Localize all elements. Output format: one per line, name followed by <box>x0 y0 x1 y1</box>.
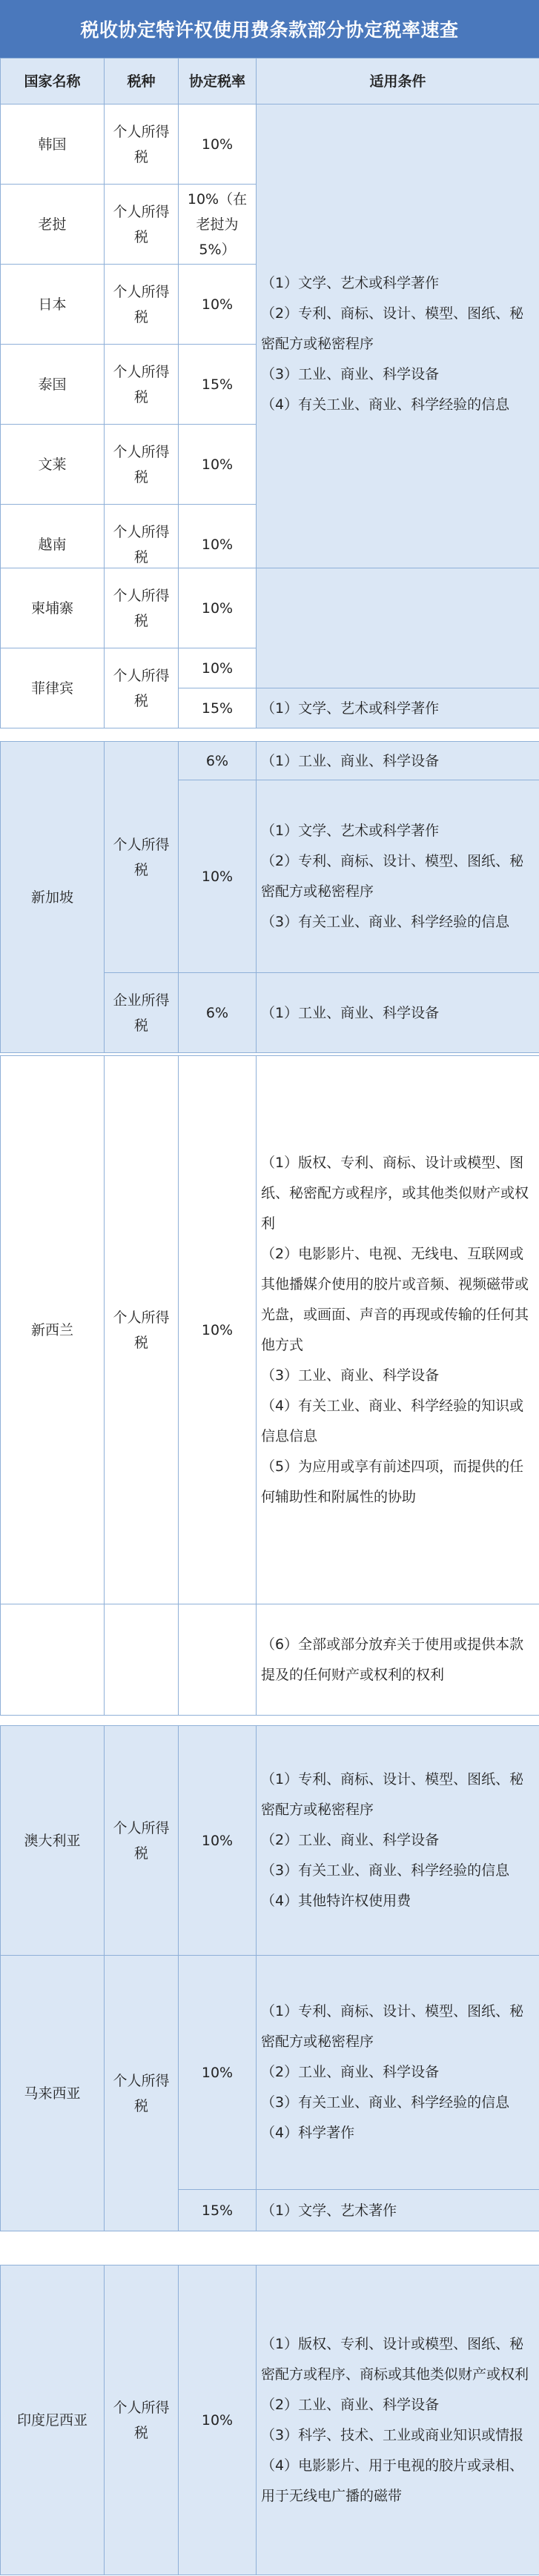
tax-cell: 个人所得税 <box>105 742 179 973</box>
conditions-cell <box>257 1726 539 1956</box>
conditions-cell <box>257 568 539 688</box>
header-tax: 税种 <box>105 59 179 104</box>
conditions-cell: （1）文学、艺术著作 <box>257 2190 539 2231</box>
condition-item: （1）文学、艺术或科学著作 <box>261 275 440 291</box>
condition-item: （4）有关工业、商业、科学经验的信息 <box>261 396 510 413</box>
country-cell: 新西兰 <box>1 1056 105 1604</box>
rate-cell: 10% <box>179 1056 257 1604</box>
condition-item: （5）为应用或享有前述四项，而提供的任何辅助性和附属性的协助 <box>261 1458 524 1505</box>
country-cell: 韩国 <box>1 104 105 185</box>
group-new-zealand <box>0 1055 539 1716</box>
condition-item: （6）全部或部分放弃关于使用或提供本款提及的任何财产或权利的权利 <box>261 1636 524 1683</box>
country-cell: 菲律宾 <box>1 648 105 728</box>
table-row <box>1 568 539 648</box>
condition-item: （4）有关工业、商业、科学经验的知识或信息信息 <box>261 1397 524 1444</box>
rate-cell: 15% <box>179 345 257 425</box>
tax-cell: 个人所得税 <box>105 2265 179 2575</box>
country-cell: 泰国 <box>1 345 105 425</box>
tax-cell: 个人所得税 <box>105 345 179 425</box>
conditions-cell <box>257 1056 539 1604</box>
rate-cell: 10% <box>179 505 257 585</box>
rate-cell: 10% <box>179 568 257 648</box>
tax-cell: 个人所得税 <box>105 265 179 345</box>
rate-cell: 10% <box>179 1956 257 2190</box>
table-row <box>1 1956 539 2190</box>
conditions-cell: （1）工业、商业、科学设备 <box>257 742 539 780</box>
condition-item: （4）其他特许权使用费 <box>261 1893 411 1909</box>
condition-item: （1）版权、专利、商标、设计或模型、图纸、秘密配方或程序，或其他类似财产或权利 <box>261 1154 529 1232</box>
table-row <box>1 742 539 780</box>
condition-item: （4）电影影片、用于电视的胶片或录相、用于无线电广播的磁带 <box>261 2457 524 2504</box>
group-cambodia-philippines <box>0 568 539 728</box>
tax-cell: 个人所得税 <box>105 425 179 505</box>
country-cell: 日本 <box>1 265 105 345</box>
country-cell: 马来西亚 <box>1 1956 105 2231</box>
condition-item: （1）文学、艺术或科学著作 <box>261 822 440 839</box>
conditions-cell <box>257 1604 539 1716</box>
country-cell: 文莱 <box>1 425 105 505</box>
header-rate: 协定税率 <box>179 59 257 104</box>
tax-cell: 个人所得税 <box>105 185 179 265</box>
table-row <box>1 2265 539 2575</box>
country-cell: 老挝 <box>1 185 105 265</box>
condition-item: （1）专利、商标、设计、模型、图纸、秘密配方或秘密程序 <box>261 2003 524 2050</box>
country-cell: 澳大利亚 <box>1 1726 105 1956</box>
conditions-cell <box>257 1956 539 2190</box>
condition-item: （2）工业、商业、科学设备 <box>261 2396 440 2413</box>
tax-cell: 个人所得税 <box>105 648 179 728</box>
table-row <box>1 1604 539 1716</box>
country-cell: 柬埔寨 <box>1 568 105 648</box>
condition-item: （2）工业、商业、科学设备 <box>261 1832 440 1848</box>
tax-cell: 个人所得税 <box>105 505 179 585</box>
rate-cell: 10% <box>179 780 257 973</box>
condition-item: （1）专利、商标、设计、模型、图纸、秘密配方或秘密程序 <box>261 1771 524 1818</box>
conditions-cell: （1）文学、艺术或科学著作 <box>257 688 539 728</box>
group-singapore <box>0 741 539 1053</box>
condition-item: （3）有关工业、商业、科学经验的信息 <box>261 1862 510 1879</box>
rate-cell: 10% <box>179 425 257 505</box>
rate-cell: 10% <box>179 265 257 345</box>
rate-cell: 10% <box>179 104 257 185</box>
tax-cell: 个人所得税 <box>105 568 179 648</box>
table-row <box>1 1726 539 1956</box>
condition-item: （2）电影影片、电视、无线电、互联网或其他播媒介使用的胶片或音频、视频磁带或光盘，或画面、声音的再现或传输的任何其他方式 <box>261 1245 529 1353</box>
table-row <box>1 104 539 185</box>
country-cell: 越南 <box>1 505 105 585</box>
tax-cell: 个人所得税 <box>105 1056 179 1604</box>
condition-item: （1）版权、专利、设计或模型、图纸、秘密配方或程序、商标或其他类似财产或权利 <box>261 2335 529 2383</box>
country-cell: 新加坡 <box>1 742 105 1053</box>
conditions-cell <box>257 780 539 973</box>
conditions-cell: （1）工业、商业、科学设备 <box>257 973 539 1053</box>
table-row <box>1 1056 539 1604</box>
rate-table <box>0 58 539 585</box>
rate-cell: 10% <box>179 648 257 688</box>
rate-cell: 10%（在老挝为5%） <box>179 185 257 265</box>
group-indonesia <box>0 2265 539 2575</box>
group-australia-malaysia <box>0 1725 539 2231</box>
rate-cell: 15% <box>179 2190 257 2231</box>
header-conditions: 适用条件 <box>257 59 539 104</box>
condition-item: （2）工业、商业、科学设备 <box>261 2064 440 2080</box>
condition-item: （4）科学著作 <box>261 2125 355 2141</box>
tax-cell: 个人所得税 <box>105 1726 179 1956</box>
country-cell: 印度尼西亚 <box>1 2265 105 2575</box>
conditions-cell <box>257 104 539 585</box>
rate-cell: 6% <box>179 742 257 780</box>
rate-cell: 15% <box>179 688 257 728</box>
tax-cell: 个人所得税 <box>105 104 179 185</box>
condition-item: （3）工业、商业、科学设备 <box>261 1367 440 1384</box>
condition-item: （3）科学、技术、工业或商业知识或情报 <box>261 2426 524 2443</box>
rate-cell: 6% <box>179 973 257 1053</box>
condition-item: （3）有关工业、商业、科学经验的信息 <box>261 913 510 930</box>
tax-cell: 个人所得税 <box>105 1956 179 2231</box>
condition-item: （2）专利、商标、设计、模型、图纸、秘密配方或秘密程序 <box>261 305 524 352</box>
rate-cell: 10% <box>179 2265 257 2575</box>
group-east-asia <box>0 58 539 585</box>
tax-cell: 企业所得税 <box>105 973 179 1053</box>
page-title: 税收协定特许权使用费条款部分协定税率速查 <box>0 0 539 58</box>
condition-item: （2）专利、商标、设计、模型、图纸、秘密配方或秘密程序 <box>261 852 524 900</box>
condition-item: （3）有关工业、商业、科学经验的信息 <box>261 2094 510 2111</box>
condition-item: （3）工业、商业、科学设备 <box>261 366 440 382</box>
conditions-cell <box>257 2265 539 2575</box>
header-country: 国家名称 <box>1 59 105 104</box>
rate-cell: 10% <box>179 1726 257 1956</box>
